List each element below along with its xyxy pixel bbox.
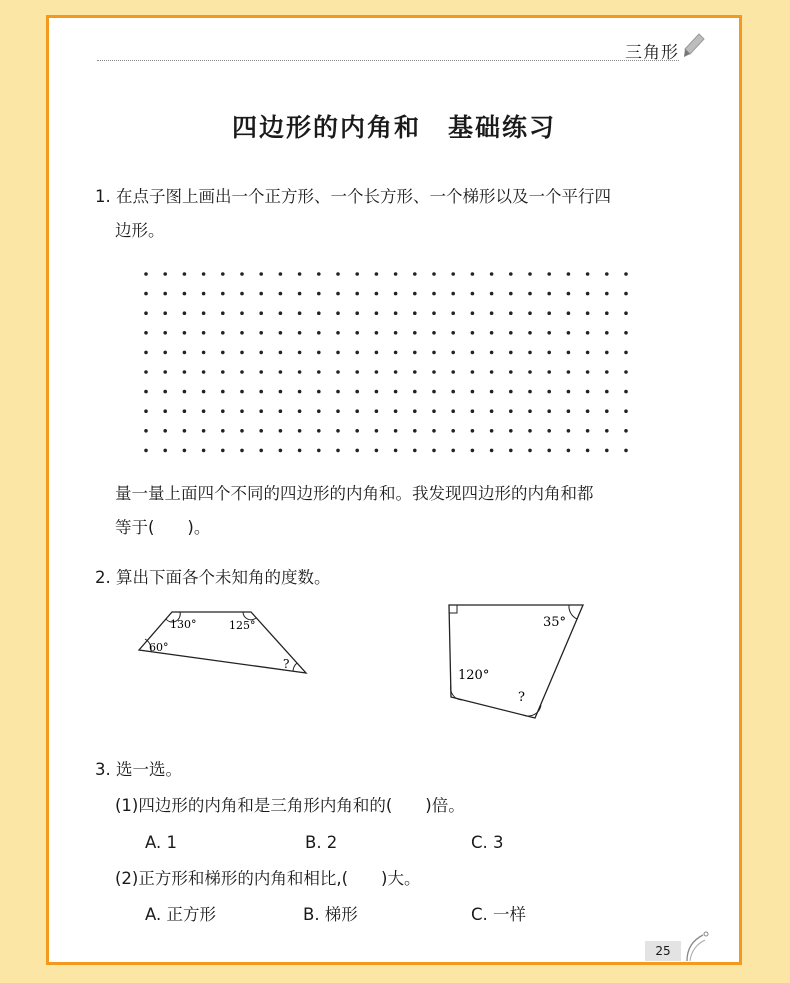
grid-dot[interactable] (624, 272, 628, 276)
grid-dot[interactable] (202, 370, 206, 374)
grid-dot[interactable] (528, 409, 532, 413)
grid-dot[interactable] (432, 311, 436, 315)
grid-dot[interactable] (547, 351, 551, 355)
grid-dot[interactable] (605, 449, 609, 453)
grid-dot[interactable] (375, 449, 379, 453)
grid-dot[interactable] (202, 331, 206, 335)
grid-dot[interactable] (605, 272, 609, 276)
grid-dot[interactable] (586, 351, 590, 355)
grid-dot[interactable] (183, 272, 187, 276)
fig2-angle-120: 120° (458, 668, 490, 683)
grid-dot[interactable] (144, 272, 148, 276)
grid-dot[interactable] (144, 409, 148, 413)
grid-dot[interactable] (202, 409, 206, 413)
grid-dot[interactable] (471, 409, 475, 413)
grid-dot[interactable] (355, 409, 359, 413)
grid-dot[interactable] (355, 351, 359, 355)
grid-dot[interactable] (375, 370, 379, 374)
grid-dot[interactable] (586, 292, 590, 296)
grid-dot[interactable] (471, 370, 475, 374)
grid-dot[interactable] (605, 370, 609, 374)
grid-dot[interactable] (432, 449, 436, 453)
grid-dot[interactable] (451, 370, 455, 374)
grid-dot[interactable] (144, 351, 148, 355)
grid-dot[interactable] (413, 449, 417, 453)
grid-dot[interactable] (183, 449, 187, 453)
grid-dot[interactable] (163, 292, 167, 296)
grid-dot[interactable] (240, 331, 244, 335)
q1-followup-line1: 量一量上面四个不同的四边形的内角和。我发现四边形的内角和都 (115, 484, 594, 503)
grid-dot[interactable] (336, 390, 340, 394)
grid-dot[interactable] (394, 272, 398, 276)
grid-dot[interactable] (624, 449, 628, 453)
grid-dot[interactable] (586, 449, 590, 453)
grid-dot[interactable] (451, 272, 455, 276)
grid-dot[interactable] (375, 292, 379, 296)
grid-dot[interactable] (355, 370, 359, 374)
grid-dot[interactable] (567, 370, 571, 374)
grid-dot[interactable] (279, 272, 283, 276)
chapter-title: 三角形 (625, 43, 679, 63)
grid-dot[interactable] (221, 409, 225, 413)
grid-dot[interactable] (163, 272, 167, 276)
fig1-angle-125: 125° (229, 619, 256, 632)
grid-dot[interactable] (183, 351, 187, 355)
grid-dot[interactable] (221, 449, 225, 453)
grid-dot[interactable] (586, 331, 590, 335)
grid-dot[interactable] (317, 292, 321, 296)
grid-dot[interactable] (355, 292, 359, 296)
grid-dot[interactable] (567, 409, 571, 413)
grid-dot[interactable] (451, 292, 455, 296)
q3-sub2-question: (2)正方形和梯形的内角和相比,( )大。 (115, 869, 421, 888)
grid-dot[interactable] (413, 409, 417, 413)
grid-dot[interactable] (355, 311, 359, 315)
grid-dot[interactable] (163, 351, 167, 355)
grid-dot[interactable] (375, 409, 379, 413)
grid-dot[interactable] (375, 311, 379, 315)
grid-dot[interactable] (336, 272, 340, 276)
q3-sub1-option-a[interactable]: A. 1 (145, 833, 177, 852)
grid-dot[interactable] (279, 331, 283, 335)
q3-sub1-question: (1)四边形的内角和是三角形内角和的( )倍。 (115, 796, 465, 815)
grid-dot[interactable] (202, 272, 206, 276)
q3-sub1-option-c[interactable]: C. 3 (471, 833, 504, 852)
grid-dot[interactable] (298, 331, 302, 335)
q1-prompt-line2: 边形。 (115, 221, 165, 240)
grid-dot[interactable] (336, 370, 340, 374)
grid-dot[interactable] (317, 449, 321, 453)
grid-dot[interactable] (394, 390, 398, 394)
grid-dot[interactable] (432, 331, 436, 335)
fig2-angle-35: 35° (543, 615, 567, 630)
grid-dot[interactable] (567, 272, 571, 276)
grid-dot[interactable] (624, 390, 628, 394)
grid-dot[interactable] (259, 409, 263, 413)
grid-dot[interactable] (279, 429, 283, 433)
grid-dot[interactable] (317, 429, 321, 433)
grid-dot[interactable] (298, 292, 302, 296)
grid-dot[interactable] (451, 449, 455, 453)
grid-dot[interactable] (567, 449, 571, 453)
grid-dot[interactable] (471, 390, 475, 394)
q1-prompt-line1: 1. 在点子图上画出一个正方形、一个长方形、一个梯形以及一个平行四 (95, 187, 611, 206)
grid-dot[interactable] (547, 292, 551, 296)
grid-dot[interactable] (183, 429, 187, 433)
corner-swoosh-icon (681, 931, 711, 963)
grid-dot[interactable] (547, 429, 551, 433)
grid-dot[interactable] (317, 390, 321, 394)
grid-dot[interactable] (547, 272, 551, 276)
grid-dot[interactable] (528, 331, 532, 335)
grid-dot[interactable] (375, 331, 379, 335)
grid-dot[interactable] (490, 449, 494, 453)
grid-dot[interactable] (163, 331, 167, 335)
grid-dot[interactable] (394, 449, 398, 453)
grid-dot[interactable] (279, 390, 283, 394)
grid-dot[interactable] (336, 311, 340, 315)
q1-followup-line2: 等于( )。 (115, 518, 211, 537)
grid-dot[interactable] (605, 351, 609, 355)
grid-dot[interactable] (259, 370, 263, 374)
grid-dot[interactable] (528, 292, 532, 296)
grid-dot[interactable] (144, 429, 148, 433)
grid-dot[interactable] (221, 390, 225, 394)
grid-dot[interactable] (259, 331, 263, 335)
grid-dot[interactable] (163, 429, 167, 433)
grid-dot[interactable] (605, 292, 609, 296)
grid-dot[interactable] (317, 311, 321, 315)
grid-dot[interactable] (355, 429, 359, 433)
grid-dot[interactable] (432, 272, 436, 276)
q3-prompt: 3. 选一选。 (95, 760, 182, 779)
grid-dot[interactable] (298, 390, 302, 394)
q3-sub1-option-b[interactable]: B. 2 (305, 833, 338, 852)
grid-dot[interactable] (432, 351, 436, 355)
grid-dot[interactable] (279, 409, 283, 413)
grid-dot[interactable] (240, 390, 244, 394)
grid-dot[interactable] (298, 272, 302, 276)
grid-dot[interactable] (471, 331, 475, 335)
grid-dot[interactable] (183, 370, 187, 374)
grid-dot[interactable] (567, 429, 571, 433)
grid-dot[interactable] (144, 311, 148, 315)
grid-dot[interactable] (240, 272, 244, 276)
header-divider (97, 60, 679, 61)
grid-dot[interactable] (375, 429, 379, 433)
grid-dot[interactable] (471, 429, 475, 433)
grid-dot[interactable] (586, 370, 590, 374)
grid-dot[interactable] (221, 351, 225, 355)
grid-dot[interactable] (317, 331, 321, 335)
grid-dot[interactable] (183, 292, 187, 296)
grid-dot[interactable] (394, 370, 398, 374)
trapezoid-figure (135, 608, 315, 678)
grid-dot[interactable] (240, 292, 244, 296)
grid-dot[interactable] (355, 449, 359, 453)
grid-dot[interactable] (528, 429, 532, 433)
grid-dot[interactable] (567, 292, 571, 296)
grid-dot[interactable] (144, 331, 148, 335)
grid-dot[interactable] (298, 311, 302, 315)
grid-dot[interactable] (509, 449, 513, 453)
grid-dot[interactable] (298, 409, 302, 413)
grid-dot[interactable] (163, 390, 167, 394)
grid-dot[interactable] (413, 311, 417, 315)
dot-grid[interactable] (142, 258, 642, 463)
grid-dot[interactable] (490, 272, 494, 276)
grid-dot[interactable] (451, 331, 455, 335)
grid-dot[interactable] (240, 409, 244, 413)
grid-dot[interactable] (471, 311, 475, 315)
grid-dot[interactable] (605, 409, 609, 413)
grid-dot[interactable] (509, 429, 513, 433)
grid-dot[interactable] (528, 449, 532, 453)
grid-dot[interactable] (624, 292, 628, 296)
quadrilateral-figure (443, 600, 593, 725)
worksheet-page (46, 15, 742, 965)
grid-dot[interactable] (605, 390, 609, 394)
grid-dot[interactable] (547, 331, 551, 335)
pencil-icon (683, 32, 705, 58)
grid-dot[interactable] (202, 449, 206, 453)
grid-dot[interactable] (528, 370, 532, 374)
grid-dot[interactable] (163, 409, 167, 413)
grid-dot[interactable] (509, 390, 513, 394)
grid-dot[interactable] (221, 429, 225, 433)
grid-dot[interactable] (259, 351, 263, 355)
grid-dot[interactable] (202, 292, 206, 296)
grid-dot[interactable] (490, 429, 494, 433)
fig2-unknown-angle: ? (518, 690, 525, 705)
grid-dot[interactable] (163, 449, 167, 453)
grid-dot[interactable] (298, 449, 302, 453)
page-number: 25 (645, 941, 681, 961)
grid-dot[interactable] (317, 409, 321, 413)
grid-dot[interactable] (509, 370, 513, 374)
grid-dot[interactable] (624, 370, 628, 374)
grid-dot[interactable] (183, 331, 187, 335)
grid-dot[interactable] (413, 429, 417, 433)
q3-sub2-option-b[interactable]: B. 梯形 (303, 905, 358, 924)
grid-dot[interactable] (279, 292, 283, 296)
grid-dot[interactable] (394, 351, 398, 355)
grid-dot[interactable] (567, 311, 571, 315)
grid-dot[interactable] (298, 351, 302, 355)
grid-dot[interactable] (240, 429, 244, 433)
grid-dot[interactable] (259, 390, 263, 394)
grid-dot[interactable] (259, 311, 263, 315)
grid-dot[interactable] (413, 370, 417, 374)
grid-dot[interactable] (336, 331, 340, 335)
grid-dot[interactable] (240, 351, 244, 355)
grid-dot[interactable] (221, 272, 225, 276)
grid-dot[interactable] (624, 429, 628, 433)
grid-dot[interactable] (240, 449, 244, 453)
grid-dot[interactable] (394, 292, 398, 296)
grid-dot[interactable] (528, 351, 532, 355)
page-title: 四边形的内角和 基础练习 (231, 113, 556, 142)
grid-dot[interactable] (471, 292, 475, 296)
fig1-unknown-angle: ? (283, 657, 290, 671)
grid-dot[interactable] (144, 370, 148, 374)
grid-dot[interactable] (336, 429, 340, 433)
grid-dot[interactable] (432, 429, 436, 433)
grid-dot[interactable] (547, 311, 551, 315)
grid-dot[interactable] (298, 370, 302, 374)
grid-dot[interactable] (259, 272, 263, 276)
grid-dot[interactable] (221, 370, 225, 374)
grid-dot[interactable] (279, 449, 283, 453)
grid-dot[interactable] (144, 292, 148, 296)
grid-dot[interactable] (528, 272, 532, 276)
grid-dot[interactable] (432, 409, 436, 413)
grid-dot[interactable] (394, 409, 398, 413)
grid-dot[interactable] (202, 351, 206, 355)
grid-dot[interactable] (413, 272, 417, 276)
grid-dot[interactable] (509, 272, 513, 276)
grid-dot[interactable] (144, 390, 148, 394)
grid-dot[interactable] (279, 351, 283, 355)
grid-dot[interactable] (394, 429, 398, 433)
grid-dot[interactable] (375, 390, 379, 394)
grid-dot[interactable] (240, 370, 244, 374)
grid-dot[interactable] (586, 429, 590, 433)
grid-dot[interactable] (375, 272, 379, 276)
grid-dot[interactable] (413, 351, 417, 355)
grid-dot[interactable] (240, 311, 244, 315)
grid-dot[interactable] (375, 351, 379, 355)
grid-dot[interactable] (451, 390, 455, 394)
grid-dot[interactable] (202, 429, 206, 433)
grid-dot[interactable] (509, 331, 513, 335)
grid-dot[interactable] (528, 390, 532, 394)
grid-dot[interactable] (547, 390, 551, 394)
grid-dot[interactable] (605, 331, 609, 335)
grid-dot[interactable] (547, 449, 551, 453)
grid-dot[interactable] (624, 409, 628, 413)
grid-dot[interactable] (490, 331, 494, 335)
grid-dot[interactable] (394, 311, 398, 315)
grid-dot[interactable] (259, 429, 263, 433)
grid-dot[interactable] (471, 449, 475, 453)
grid-dot[interactable] (432, 370, 436, 374)
grid-dot[interactable] (336, 409, 340, 413)
grid-dot[interactable] (605, 429, 609, 433)
grid-dot[interactable] (471, 272, 475, 276)
grid-dot[interactable] (259, 449, 263, 453)
grid-dot[interactable] (624, 311, 628, 315)
grid-dot[interactable] (413, 331, 417, 335)
grid-dot[interactable] (490, 370, 494, 374)
grid-dot[interactable] (317, 351, 321, 355)
grid-dot[interactable] (509, 409, 513, 413)
fig1-angle-130: 130° (170, 618, 197, 631)
grid-dot[interactable] (605, 311, 609, 315)
grid-dot[interactable] (586, 311, 590, 315)
grid-dot[interactable] (624, 331, 628, 335)
grid-dot[interactable] (394, 331, 398, 335)
grid-dot[interactable] (279, 370, 283, 374)
grid-dot[interactable] (509, 351, 513, 355)
grid-dot[interactable] (317, 272, 321, 276)
grid-dot[interactable] (567, 351, 571, 355)
grid-dot[interactable] (202, 390, 206, 394)
q3-sub2-option-c[interactable]: C. 一样 (471, 905, 527, 924)
grid-dot[interactable] (432, 390, 436, 394)
grid-dot[interactable] (163, 311, 167, 315)
grid-dot[interactable] (509, 292, 513, 296)
grid-dot[interactable] (451, 351, 455, 355)
grid-dot[interactable] (547, 409, 551, 413)
grid-dot[interactable] (490, 409, 494, 413)
grid-dot[interactable] (586, 272, 590, 276)
grid-dot[interactable] (221, 292, 225, 296)
grid-dot[interactable] (586, 390, 590, 394)
grid-dot[interactable] (547, 370, 551, 374)
grid-dot[interactable] (413, 292, 417, 296)
grid-dot[interactable] (490, 390, 494, 394)
grid-dot[interactable] (509, 311, 513, 315)
grid-dot[interactable] (279, 311, 283, 315)
grid-dot[interactable] (221, 311, 225, 315)
grid-dot[interactable] (259, 292, 263, 296)
grid-dot[interactable] (355, 390, 359, 394)
grid-dot[interactable] (490, 351, 494, 355)
grid-dot[interactable] (490, 311, 494, 315)
grid-dot[interactable] (163, 370, 167, 374)
grid-dot[interactable] (451, 311, 455, 315)
grid-dot[interactable] (144, 449, 148, 453)
q2-prompt: 2. 算出下面各个未知角的度数。 (95, 568, 331, 587)
grid-dot[interactable] (221, 331, 225, 335)
grid-dot[interactable] (567, 390, 571, 394)
grid-dot[interactable] (336, 292, 340, 296)
grid-dot[interactable] (624, 351, 628, 355)
grid-dot[interactable] (432, 292, 436, 296)
grid-dot[interactable] (451, 429, 455, 433)
grid-dot[interactable] (471, 351, 475, 355)
grid-dot[interactable] (413, 390, 417, 394)
grid-dot[interactable] (317, 370, 321, 374)
grid-dot[interactable] (451, 409, 455, 413)
fig1-angle-60: 60° (149, 641, 169, 654)
grid-dot[interactable] (202, 311, 206, 315)
grid-dot[interactable] (183, 409, 187, 413)
grid-dot[interactable] (355, 272, 359, 276)
grid-dot[interactable] (336, 449, 340, 453)
grid-dot[interactable] (355, 331, 359, 335)
grid-dot[interactable] (336, 351, 340, 355)
grid-dot[interactable] (183, 311, 187, 315)
grid-dot[interactable] (490, 292, 494, 296)
grid-dot[interactable] (183, 390, 187, 394)
grid-dot[interactable] (586, 409, 590, 413)
q3-sub2-option-a[interactable]: A. 正方形 (145, 905, 216, 924)
grid-dot[interactable] (567, 331, 571, 335)
grid-dot[interactable] (298, 429, 302, 433)
grid-dot[interactable] (528, 311, 532, 315)
